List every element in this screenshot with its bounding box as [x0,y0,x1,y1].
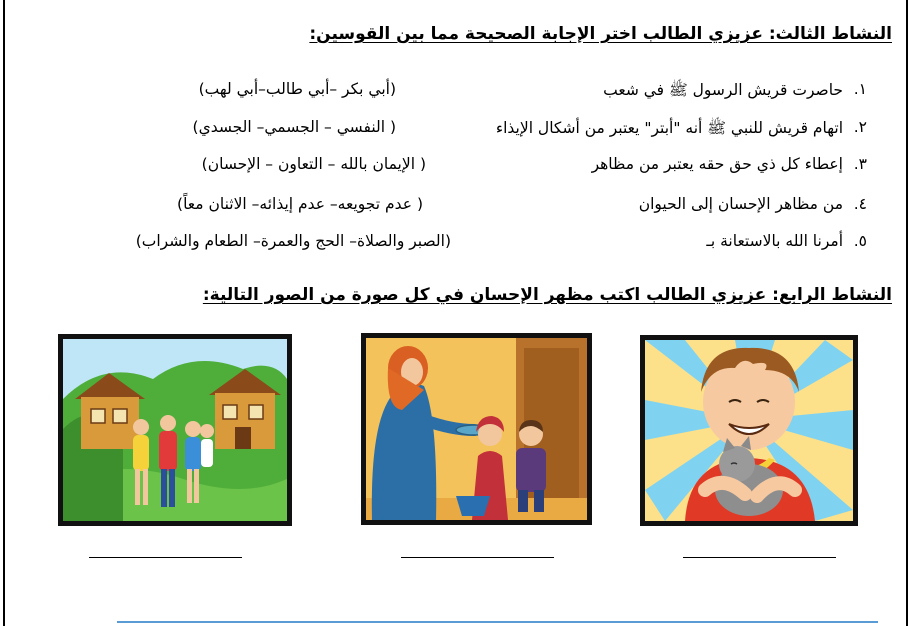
activity3-heading: النشاط الثالث: عزيزي الطالب اختر الإجابة الصحيحة مما بين القوسين: [309,24,892,44]
question-text: إعطاء كل ذي حق حقه يعتبر من مظاهر [591,155,843,173]
question-text: حاصرت قريش الرسول ﷺ في شعب [603,81,843,99]
question-row [0,155,913,181]
question-number: ١. [853,80,867,98]
question-number: ٥. [853,232,867,250]
question-choices: ( عدم تجويعه– عدم إيذائه– الاثنان معاً) [177,195,423,213]
boy-holding-cat-image [640,335,858,526]
question-row [0,195,913,221]
question-row [0,80,913,106]
question-choices: (أبي بكر –أبي طالب–أبي لهب) [198,80,396,98]
question-text: من مظاهر الإحسان إلى الحيوان [638,195,843,213]
mother-giving-children-image [361,333,592,525]
answer-line[interactable] [683,557,836,558]
question-number: ٢. [853,118,867,136]
question-choices: (الصبر والصلاة– الحج والعمرة– الطعام والشراب) [135,232,451,250]
activity4-heading: النشاط الرابع: عزيزي الطالب اكتب مظهر الإحسان في كل صورة من الصور التالية: [202,285,892,305]
answer-line[interactable] [401,557,554,558]
question-row [0,232,913,258]
question-choices: ( الإيمان بالله – التعاون – الإحسان) [201,155,426,173]
answer-line[interactable] [89,557,242,558]
question-choices: ( النفسي – الجسمي– الجسدي) [192,118,396,136]
people-walking-between-houses-image [58,334,292,526]
question-text: أمرنا الله بالاستعانة بـ [706,232,843,250]
question-number: ٣. [853,155,867,173]
question-text: اتهام قريش للنبي ﷺ أنه "أبتر" يعتبر من أشكال الإيذاء [495,119,843,137]
bottom-rule [117,621,878,623]
question-row [0,118,913,144]
question-number: ٤. [853,195,867,213]
